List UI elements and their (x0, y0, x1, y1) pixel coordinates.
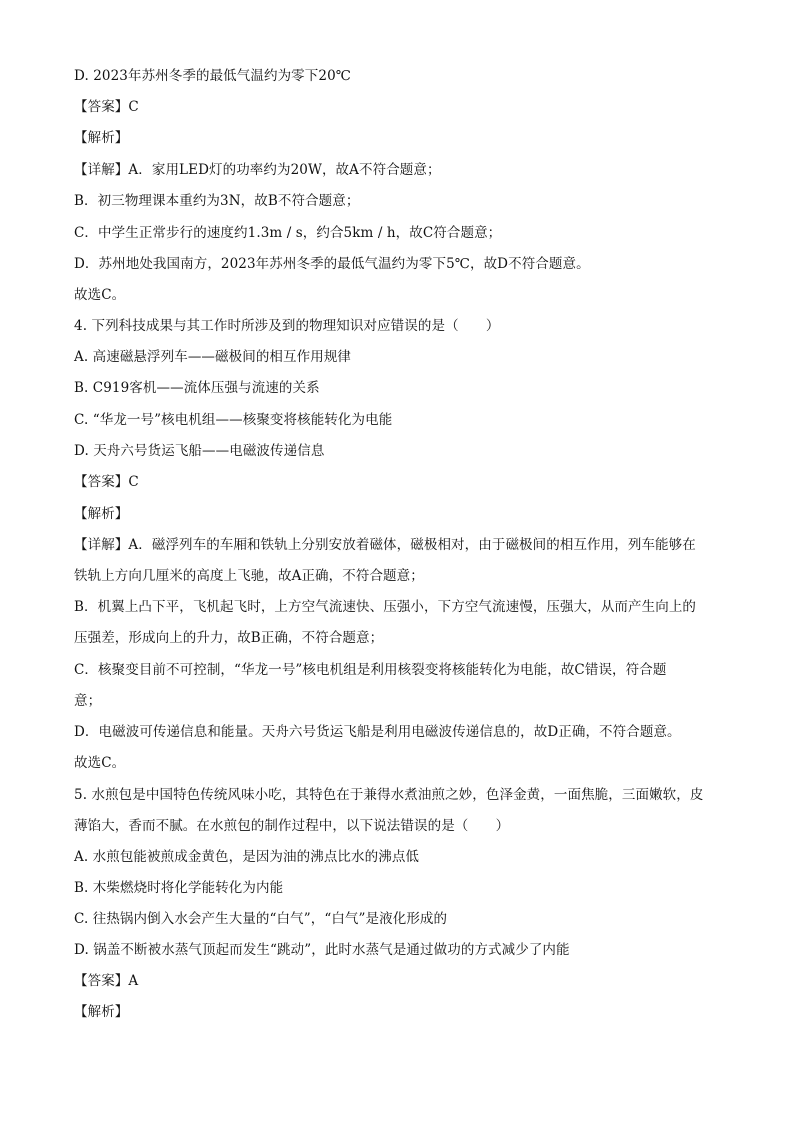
detail-line-q4-5: C．核聚变目前不可控制，“华龙一号”核电机组是利用核裂变将核能转化为电能，故C错误，符合题 (74, 662, 667, 678)
analysis-label-q3: 【解析】 (74, 130, 129, 146)
question-4-option-a: A. 高速磁悬浮列车——磁极间的相互作用规律 (74, 349, 352, 365)
detail-line-q3-a: 【详解】A．家用LED灯的功率约为20W，故A不符合题意； (74, 162, 441, 178)
detail-line-q4-6: 意； (74, 693, 102, 709)
question-5-option-a: A. 水煎包能被煎成金黄色，是因为油的沸点比水的沸点低 (74, 849, 420, 865)
question-5-option-d: D. 锅盖不断被水蒸气顶起而发生“跳动”，此时水蒸气是通过做功的方式减少了内能 (74, 942, 570, 958)
detail-line-q4-2: 铁轨上方向几厘米的高度上飞驰，故A正确，不符合题意； (74, 568, 424, 584)
detail-line-q3-d: D．苏州地处我国南方，2023年苏州冬季的最低气温约为零下5℃，故D不符合题意。 (74, 256, 590, 272)
question-5-option-b: B. 木柴燃烧时将化学能转化为内能 (74, 880, 284, 896)
detail-line-q3-c: C．中学生正常步行的速度约1.3m / s，约合5km / h，故C符合题意； (74, 225, 502, 241)
detail-line-q4-4: 压强差，形成向上的升力，故B正确，不符合题意； (74, 630, 384, 646)
answer-label-q3: 【答案】C (74, 99, 139, 115)
question-4-option-c: C. “华龙一号”核电机组——核聚变将核能转化为电能 (74, 412, 393, 428)
question-4-stem: 4. 下列科技成果与其工作时所涉及到的物理知识对应错误的是（ ） (74, 318, 500, 334)
question-4-option-b: B. C919客机——流体压强与流速的关系 (74, 380, 320, 396)
answer-label-q4: 【答案】C (74, 474, 139, 490)
detail-line-q4-1: 【详解】A．磁浮列车的车厢和铁轨上分别安放着磁体，磁极相对，由于磁极间的相互作用，列车能够在 (74, 537, 696, 553)
analysis-label-q4: 【解析】 (74, 506, 129, 522)
question-4-option-d: D. 天舟六号货运飞船——电磁波传递信息 (74, 443, 325, 459)
question-5-option-c: C. 往热锅内倒入水会产生大量的“白气”，“白气”是液化形成的 (74, 911, 448, 927)
detail-line-q4-7: D．电磁波可传递信息和能量。天舟六号货运飞船是利用电磁波传递信息的，故D正确，不符合题意。 (74, 724, 681, 740)
answer-label-q5: 【答案】A (74, 973, 139, 989)
question-5-stem-2: 薄馅大，香而不腻。在水煎包的制作过程中，以下说法错误的是（ ） (74, 818, 510, 834)
option-d-q3: D. 2023年苏州冬季的最低气温约为零下20℃ (74, 68, 351, 84)
detail-line-q4-3: B．机翼上凸下平，飞机起飞时，上方空气流速快、压强小，下方空气流速慢，压强大，从而产生向上的 (74, 599, 697, 615)
detail-line-q3-b: B．初三物理课本重约为3N，故B不符合题意； (74, 193, 360, 209)
conclusion-q3: 故选C。 (74, 287, 126, 303)
conclusion-q4: 故选C。 (74, 755, 126, 771)
analysis-label-q5: 【解析】 (74, 1004, 129, 1020)
question-5-stem-1: 5. 水煎包是中国特色传统风味小吃，其特色在于兼得水煮油煎之妙，色泽金黄，一面焦脆，三面嫩软，皮 (74, 787, 704, 803)
